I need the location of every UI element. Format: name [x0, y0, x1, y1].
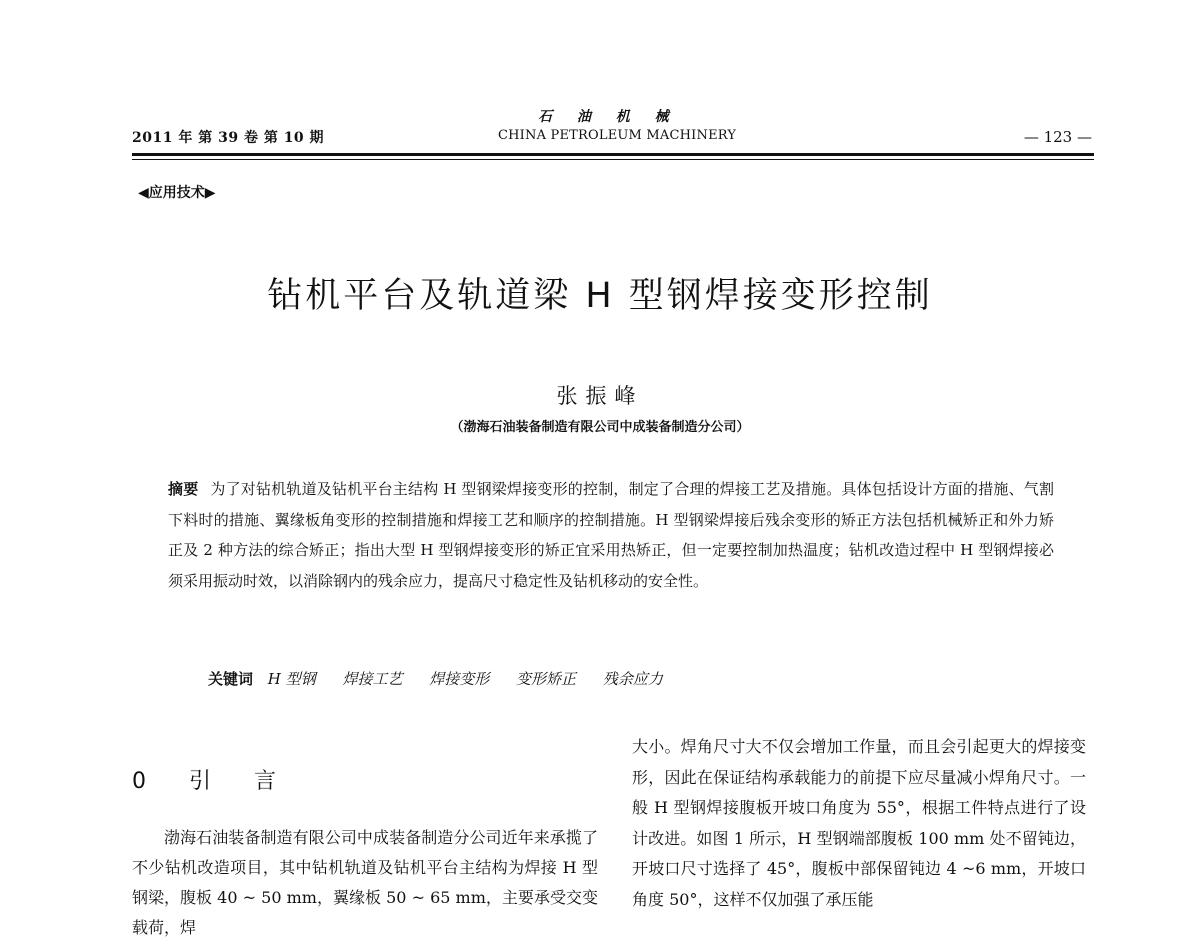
keyword: 焊接工艺 — [342, 670, 403, 688]
header-rule-thick — [132, 153, 1094, 156]
body-text-left: 渤海石油装备制造有限公司中成装备制造分公司近年来承揽了不少钻机改造项目，其中钻机轨道及钻机平台主结构为焊接 H 型钢梁，腹板 40 ~ 50 mm，翼缘板 50 ~ 65 mm，主要承受交变载荷，焊 — [132, 828, 598, 937]
header-rule-thin — [132, 159, 1094, 160]
keywords-label: 关键词 — [208, 670, 254, 688]
abstract-label: 摘要 — [168, 480, 199, 498]
page-number: — 123 — — [1023, 128, 1092, 146]
body-text-right: 大小。焊角尺寸大不仅会增加工作量，而且会引起更大的焊接变形，因此在保证结构承载能力的前提下应尽量减小焊角尺寸。一般 H 型钢焊接腹板开坡口角度为 55°，根据工件特点进行了设计改进。如图 1 所示，H 型钢端部腹板 100 mm 处不留钝边，开坡口尺寸选择了 45°，腹板中部保留钝边 4 ~6 mm，开坡口角度 50°，这样不仅加强了承压能 — [632, 737, 1086, 909]
abstract-text: 为了对钻机轨道及钻机平台主结构 H 型钢梁焊接变形的控制，制定了合理的焊接工艺及措施。具体包括设计方面的措施、气割下料时的措施、翼缘板角变形的控制措施和焊接工艺和顺序的控制措施。H 型钢梁焊接后残余变形的矫正方法包括机械矫正和外力矫正及 2 种方法的综合矫正；指出大型 H 型钢焊接变形的矫正宜采用热矫正，但一定要控制加热温度；钻机改造过程中 H 型钢焊接必须采用振动时效，以消除钢内的残余应力，提高尺寸稳定性及钻机移动的安全性。 — [168, 480, 1054, 590]
keyword: 焊接变形 — [429, 670, 490, 688]
keyword: H 型钢 — [267, 670, 316, 688]
abstract — [168, 474, 1054, 596]
keywords — [208, 668, 685, 689]
affiliation: （渤海石油装备制造有限公司中成装备制造分公司） — [450, 420, 750, 435]
keyword: 残余应力 — [602, 670, 663, 688]
keyword: 变形矫正 — [516, 670, 577, 688]
journal-name-en: CHINA PETROLEUM MACHINERY — [498, 128, 737, 143]
section-label: ◀应用技术▶ — [138, 185, 216, 201]
issue-info: 2011 年 第 39 卷 第 10 期 — [132, 130, 325, 146]
paper-title: 钻机平台及轨道梁 H 型钢焊接变形控制 — [267, 276, 933, 316]
journal-name-cn: 石 油 机 械 — [538, 109, 679, 125]
intro-heading: 0 引 言 — [132, 769, 294, 794]
author: 张振峰 — [556, 384, 644, 408]
